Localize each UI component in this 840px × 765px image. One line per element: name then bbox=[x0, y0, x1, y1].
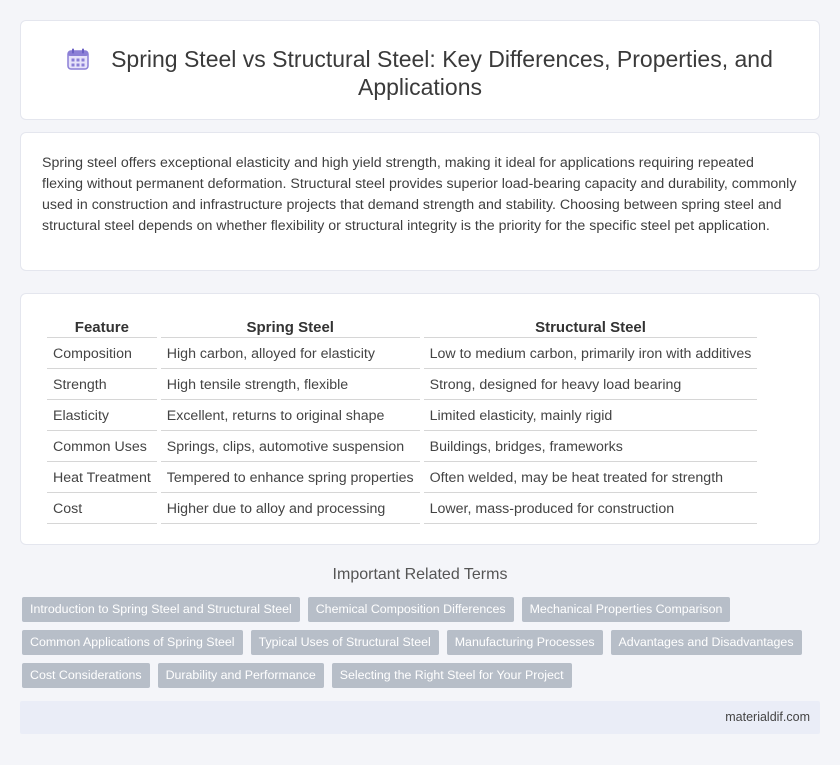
table-row bbox=[47, 464, 757, 493]
related-terms-row bbox=[22, 597, 822, 622]
table-header-row bbox=[47, 316, 757, 338]
cell-spring: Tempered to enhance spring properties bbox=[161, 464, 420, 493]
cell-structural: Buildings, bridges, frameworks bbox=[424, 433, 758, 462]
related-terms-title: Important Related Terms bbox=[332, 566, 508, 583]
calendar-grid-icon bbox=[67, 48, 89, 70]
cell-structural: Often welded, may be heat treated for strength bbox=[424, 464, 758, 493]
cell-feature: Composition bbox=[47, 340, 157, 369]
cell-feature: Elasticity bbox=[47, 402, 157, 431]
related-term-tag[interactable]: Mechanical Properties Comparison bbox=[522, 597, 731, 622]
table-row bbox=[47, 402, 757, 431]
cell-spring: Springs, clips, automotive suspension bbox=[161, 433, 420, 462]
page-title: Spring Steel vs Structural Steel: Key Differences, Properties, and Applications bbox=[111, 46, 773, 100]
cell-structural: Limited elasticity, mainly rigid bbox=[424, 402, 758, 431]
cell-spring: High carbon, alloyed for elasticity bbox=[161, 340, 420, 369]
header-spring-steel: Spring Steel bbox=[161, 316, 420, 338]
cell-feature: Common Uses bbox=[47, 433, 157, 462]
cell-feature: Cost bbox=[47, 495, 157, 524]
related-term-tag[interactable]: Typical Uses of Structural Steel bbox=[251, 630, 439, 655]
cell-spring: High tensile strength, flexible bbox=[161, 371, 420, 400]
footer-site-link[interactable]: materialdif.com bbox=[725, 710, 810, 724]
table-row bbox=[47, 340, 757, 369]
related-terms-row bbox=[22, 630, 822, 655]
related-term-tag[interactable]: Manufacturing Processes bbox=[447, 630, 603, 655]
related-term-tag[interactable]: Durability and Performance bbox=[158, 663, 324, 688]
related-term-tag[interactable]: Advantages and Disadvantages bbox=[611, 630, 802, 655]
table-row bbox=[47, 495, 757, 524]
page-title-wrap bbox=[21, 45, 819, 101]
related-term-tag[interactable]: Selecting the Right Steel for Your Project bbox=[332, 663, 572, 688]
cell-spring: Excellent, returns to original shape bbox=[161, 402, 420, 431]
cell-feature: Strength bbox=[47, 371, 157, 400]
footer-bar bbox=[20, 701, 820, 734]
table-row bbox=[47, 433, 757, 462]
title-card bbox=[20, 20, 820, 120]
intro-paragraph: Spring steel offers exceptional elasticity and high yield strength, making it ideal for applications requiring repeated flexing without permanent deformation. Structural steel provides superior load-bearing capacity and durability, commonly used in construction and infrastructure projects that demand strength and stability. Choosing between spring steel and structural steel depends on whether flexibility or structural integrity is the priority for the specific steel pet application. bbox=[42, 155, 797, 234]
comparison-table bbox=[43, 314, 761, 526]
related-terms-row bbox=[22, 663, 822, 688]
header-structural-steel: Structural Steel bbox=[424, 316, 758, 338]
related-term-tag[interactable]: Cost Considerations bbox=[22, 663, 150, 688]
cell-structural: Lower, mass-produced for construction bbox=[424, 495, 758, 524]
cell-structural: Strong, designed for heavy load bearing bbox=[424, 371, 758, 400]
related-terms bbox=[22, 597, 822, 696]
header-feature: Feature bbox=[47, 316, 157, 338]
related-term-tag[interactable]: Common Applications of Spring Steel bbox=[22, 630, 243, 655]
related-term-tag[interactable]: Introduction to Spring Steel and Structural Steel bbox=[22, 597, 300, 622]
cell-feature: Heat Treatment bbox=[47, 464, 157, 493]
cell-structural: Low to medium carbon, primarily iron with additives bbox=[424, 340, 758, 369]
cell-spring: Higher due to alloy and processing bbox=[161, 495, 420, 524]
comparison-table-card bbox=[20, 293, 820, 545]
related-term-tag[interactable]: Chemical Composition Differences bbox=[308, 597, 514, 622]
table-row bbox=[47, 371, 757, 400]
intro-card bbox=[20, 132, 820, 271]
